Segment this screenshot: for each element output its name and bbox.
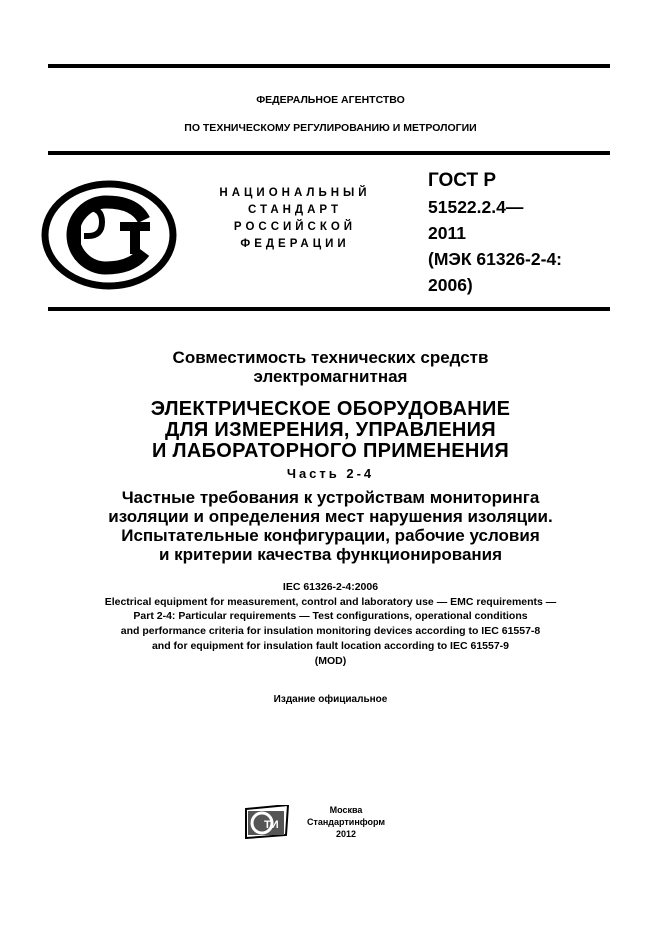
nat-line: РОССИЙСКОЙ	[233, 221, 357, 233]
header-rule	[48, 151, 610, 155]
designation-line: 2006)	[428, 275, 473, 295]
iec-line: Electrical equipment for measurement, control and laboratory use — EMC requirements —	[104, 595, 557, 608]
title-sub	[0, 488, 661, 564]
nat-line: ФЕДЕРАЦИИ	[240, 238, 350, 250]
title-line: Испытательные конфигурации, рабочие условия	[121, 526, 540, 545]
edition-label: Издание официальное	[273, 694, 388, 705]
iec-line: and performance criteria for insulation monitoring devices according to IEC 61557-8	[120, 625, 541, 638]
title-line: ДЛЯ ИЗМЕРЕНИЯ, УПРАВЛЕНИЯ	[165, 419, 496, 441]
publisher-year: 2012	[335, 829, 357, 839]
designation-line: 51522.2.4—	[428, 197, 524, 217]
agency-line-2: ПО ТЕХНИЧЕСКОМУ РЕГУЛИРОВАНИЮ И МЕТРОЛОГИИ	[184, 122, 477, 134]
standartinform-logo	[244, 805, 292, 839]
designation-line: ГОСТ Р	[428, 170, 497, 191]
title-line: и критерии качества функционирования	[158, 545, 503, 564]
national-standard-label	[190, 185, 400, 253]
svg-text:ТИ: ТИ	[264, 819, 279, 831]
designation-line: 2011	[428, 223, 466, 243]
publisher-name: Стандартинформ	[306, 817, 386, 827]
iec-line: Part 2-4: Particular requirements — Test configurations, operational conditions	[133, 610, 528, 623]
iec-reference	[0, 580, 661, 668]
iec-line: (MOD)	[314, 654, 347, 667]
nat-line: НАЦИОНАЛЬНЫЙ	[219, 187, 371, 199]
nat-line: СТАНДАРТ	[248, 204, 342, 216]
title-group	[0, 348, 661, 386]
title-line: Совместимость технических средств	[172, 348, 489, 367]
title-line: электромагнитная	[253, 367, 408, 386]
title-line: Частные требования к устройствам мониторинга	[121, 488, 540, 507]
title-line: ЭЛЕКТРИЧЕСКОЕ ОБОРУДОВАНИЕ	[150, 398, 511, 420]
title-part: Часть 2-4	[286, 466, 375, 481]
iec-ref: IEC 61326-2-4:2006	[282, 581, 379, 593]
title-main	[0, 399, 661, 462]
iec-line: and for equipment for insulation fault location according to IEC 61557-9	[151, 639, 510, 652]
designation-rule	[48, 307, 610, 311]
designation-line: (МЭК 61326-2-4:	[428, 249, 563, 269]
top-rule	[48, 64, 610, 68]
standard-designation	[428, 168, 562, 298]
publisher-city: Москва	[329, 805, 363, 815]
agency-line-1: ФЕДЕРАЛЬНОЕ АГЕНТСТВО	[256, 94, 405, 106]
publisher-info	[296, 804, 396, 840]
title-line: И ЛАБОРАТОРНОГО ПРИМЕНЕНИЯ	[151, 440, 510, 462]
gost-r-logo	[40, 180, 178, 290]
title-line: изоляции и определения мест нарушения изоляции.	[108, 507, 553, 526]
